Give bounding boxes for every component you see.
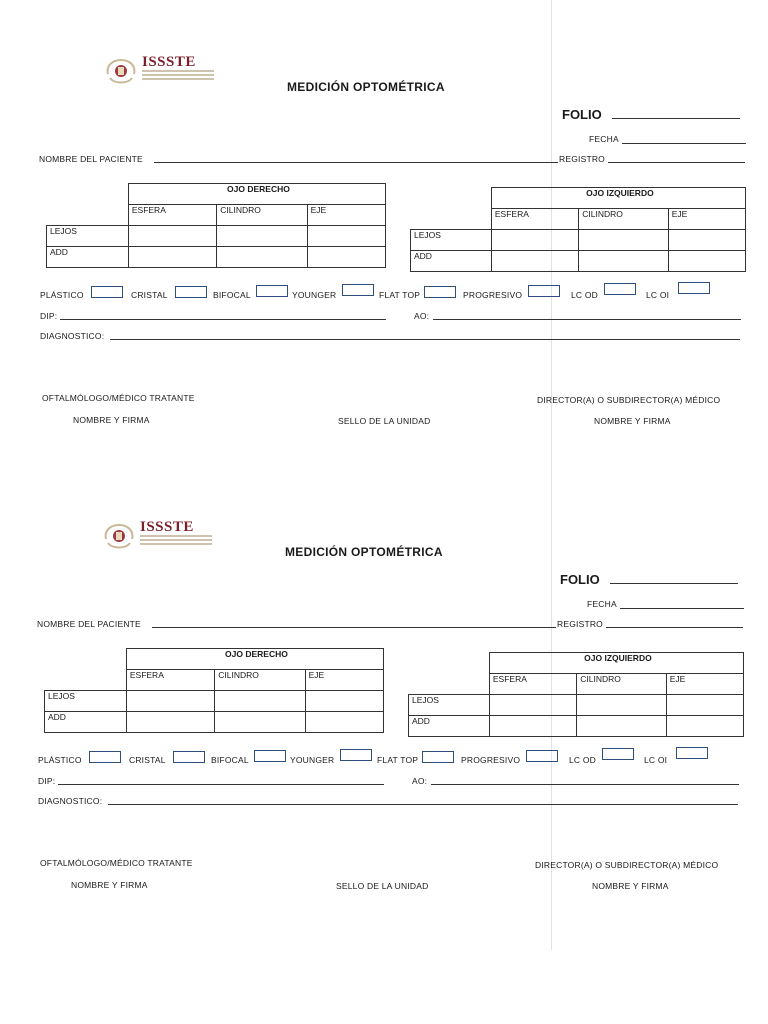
registro-field[interactable] [606, 627, 743, 628]
fecha-field[interactable] [620, 608, 744, 609]
ao-field[interactable] [433, 319, 741, 320]
option-plastico-checkbox[interactable] [89, 751, 121, 763]
left-eye-col-cilindro: CILINDRO [577, 674, 666, 695]
option-cristal-label: CRISTAL [129, 755, 166, 765]
folio-field[interactable] [610, 583, 738, 584]
left-eye-lejos-esfera[interactable] [489, 695, 576, 716]
left-eye-add-esfera[interactable] [491, 251, 578, 272]
option-flat-top-checkbox[interactable] [424, 286, 456, 298]
option-flat-top-label: FLAT TOP [377, 755, 419, 765]
option-bifocal-label: BIFOCAL [213, 290, 251, 300]
option-plastico-label: PLÁSTICO [38, 755, 82, 765]
right-eye-col-eje: EJE [307, 205, 385, 226]
right-eye-col-esfera: ESFERA [126, 670, 214, 691]
sello-unidad-label: SELLO DE LA UNIDAD [338, 416, 431, 426]
fecha-label: FECHA [587, 599, 617, 609]
oftalmologo-nombre-firma: NOMBRE Y FIRMA [71, 880, 148, 890]
option-lc-oi-label: LC OI [646, 290, 670, 300]
right-eye-table [46, 183, 386, 268]
left-eye-table [408, 652, 744, 737]
option-progresivo-label: PROGRESIVO [463, 290, 523, 300]
left-eye-col-eje: EJE [666, 674, 743, 695]
issste-logo [104, 54, 196, 93]
left-eye-title: OJO IZQUIERDO [491, 188, 745, 209]
registro-field[interactable] [608, 162, 745, 163]
option-bifocal-label: BIFOCAL [211, 755, 249, 765]
left-eye-row-add: ADD [411, 251, 492, 272]
option-lc-oi-checkbox[interactable] [676, 747, 708, 759]
option-cristal-label: CRISTAL [131, 290, 168, 300]
left-eye-row-lejos: LEJOS [409, 695, 490, 716]
logo-subtitle-lines [140, 535, 212, 547]
optometric-form-top [0, 0, 768, 460]
nombre-paciente-label: NOMBRE DEL PACIENTE [37, 619, 141, 629]
right-eye-col-esfera: ESFERA [128, 205, 216, 226]
dip-label: DIP: [40, 311, 58, 321]
left-eye-table [410, 187, 746, 272]
logo-wordmark: ISSSTE [140, 519, 194, 535]
left-eye-lejos-cilindro[interactable] [577, 695, 666, 716]
left-eye-lejos-eje[interactable] [668, 230, 745, 251]
right-eye-lejos-eje[interactable] [307, 226, 385, 247]
option-progresivo-label: PROGRESIVO [461, 755, 521, 765]
option-flat-top-label: FLAT TOP [379, 290, 421, 300]
left-eye-title: OJO IZQUIERDO [489, 653, 743, 674]
right-eye-row-add: ADD [45, 712, 127, 733]
option-younger-checkbox[interactable] [340, 749, 372, 761]
issste-emblem-icon [102, 521, 136, 553]
registro-label: REGISTRO [559, 154, 605, 164]
diagnostico-label: DIAGNOSTICO: [40, 331, 105, 341]
option-lc-od-checkbox[interactable] [602, 748, 634, 760]
diagnostico-label: DIAGNOSTICO: [38, 796, 103, 806]
option-younger-label: YOUNGER [292, 290, 337, 300]
left-eye-lejos-eje[interactable] [666, 695, 743, 716]
left-eye-col-cilindro: CILINDRO [579, 209, 668, 230]
nombre-paciente-field[interactable] [154, 162, 558, 163]
option-plastico-label: PLÁSTICO [40, 290, 84, 300]
form-title: MEDICIÓN OPTOMÉTRICA [285, 545, 443, 559]
director-label: DIRECTOR(A) O SUBDIRECTOR(A) MÉDICO [537, 395, 721, 405]
right-eye-title: OJO DERECHO [126, 649, 383, 670]
right-eye-title: OJO DERECHO [128, 184, 385, 205]
right-eye-add-esfera[interactable] [128, 247, 216, 268]
ao-label: AO: [412, 776, 428, 786]
option-lc-od-label: LC OD [571, 290, 598, 300]
form-title: MEDICIÓN OPTOMÉTRICA [287, 80, 445, 94]
oftalmologo-nombre-firma: NOMBRE Y FIRMA [73, 415, 150, 425]
right-eye-col-cilindro: CILINDRO [215, 670, 305, 691]
right-eye-row-lejos: LEJOS [45, 691, 127, 712]
option-flat-top-checkbox[interactable] [422, 751, 454, 763]
ao-field[interactable] [431, 784, 739, 785]
right-eye-col-eje: EJE [305, 670, 383, 691]
folio-label: FOLIO [562, 107, 602, 122]
option-plastico-checkbox[interactable] [91, 286, 123, 298]
issste-logo [102, 519, 194, 558]
right-eye-lejos-cilindro[interactable] [217, 226, 307, 247]
right-eye-add-eje[interactable] [305, 712, 383, 733]
left-eye-lejos-cilindro[interactable] [579, 230, 668, 251]
left-eye-col-eje: EJE [668, 209, 745, 230]
optometric-form-bottom [0, 465, 766, 925]
director-label: DIRECTOR(A) O SUBDIRECTOR(A) MÉDICO [535, 860, 719, 870]
director-nombre-firma: NOMBRE Y FIRMA [594, 416, 671, 426]
dip-field[interactable] [60, 319, 386, 320]
oftalmologo-label: OFTALMÓLOGO/MÉDICO TRATANTE [42, 393, 195, 403]
nombre-paciente-label: NOMBRE DEL PACIENTE [39, 154, 143, 164]
option-lc-oi-checkbox[interactable] [678, 282, 710, 294]
right-eye-table [44, 648, 384, 733]
right-eye-col-cilindro: CILINDRO [217, 205, 307, 226]
right-eye-row-add: ADD [47, 247, 129, 268]
option-younger-label: YOUNGER [290, 755, 335, 765]
nombre-paciente-field[interactable] [152, 627, 556, 628]
right-eye-add-esfera[interactable] [126, 712, 214, 733]
fecha-label: FECHA [589, 134, 619, 144]
right-eye-lejos-esfera[interactable] [128, 226, 216, 247]
left-eye-lejos-esfera[interactable] [491, 230, 578, 251]
option-cristal-checkbox[interactable] [175, 286, 207, 298]
right-eye-lejos-esfera[interactable] [126, 691, 214, 712]
option-lc-od-label: LC OD [569, 755, 596, 765]
option-progresivo-checkbox[interactable] [526, 750, 558, 762]
option-progresivo-checkbox[interactable] [528, 285, 560, 297]
left-eye-row-add: ADD [409, 716, 490, 737]
option-lc-od-checkbox[interactable] [604, 283, 636, 295]
left-eye-add-cilindro[interactable] [577, 716, 666, 737]
issste-emblem-icon [104, 56, 138, 88]
right-eye-lejos-cilindro[interactable] [215, 691, 305, 712]
left-eye-col-esfera: ESFERA [491, 209, 578, 230]
option-bifocal-checkbox[interactable] [256, 285, 288, 297]
diagnostico-field[interactable] [108, 804, 738, 805]
dip-label: DIP: [38, 776, 56, 786]
option-younger-checkbox[interactable] [342, 284, 374, 296]
diagnostico-field[interactable] [110, 339, 740, 340]
left-eye-add-eje[interactable] [668, 251, 745, 272]
option-lc-oi-label: LC OI [644, 755, 668, 765]
option-bifocal-checkbox[interactable] [254, 750, 286, 762]
dip-field[interactable] [58, 784, 384, 785]
folio-field[interactable] [612, 118, 740, 119]
option-cristal-checkbox[interactable] [173, 751, 205, 763]
right-eye-add-cilindro[interactable] [217, 247, 307, 268]
folio-label: FOLIO [560, 572, 600, 587]
registro-label: REGISTRO [557, 619, 603, 629]
logo-subtitle-lines [142, 70, 214, 82]
logo-wordmark: ISSSTE [142, 54, 196, 70]
right-eye-row-lejos: LEJOS [47, 226, 129, 247]
left-eye-col-esfera: ESFERA [489, 674, 576, 695]
oftalmologo-label: OFTALMÓLOGO/MÉDICO TRATANTE [40, 858, 193, 868]
director-nombre-firma: NOMBRE Y FIRMA [592, 881, 669, 891]
fecha-field[interactable] [622, 143, 746, 144]
right-eye-add-eje[interactable] [307, 247, 385, 268]
right-eye-add-cilindro[interactable] [215, 712, 305, 733]
left-eye-add-esfera[interactable] [489, 716, 576, 737]
left-eye-add-cilindro[interactable] [579, 251, 668, 272]
ao-label: AO: [414, 311, 430, 321]
sello-unidad-label: SELLO DE LA UNIDAD [336, 881, 429, 891]
left-eye-row-lejos: LEJOS [411, 230, 492, 251]
right-eye-lejos-eje[interactable] [305, 691, 383, 712]
left-eye-add-eje[interactable] [666, 716, 743, 737]
